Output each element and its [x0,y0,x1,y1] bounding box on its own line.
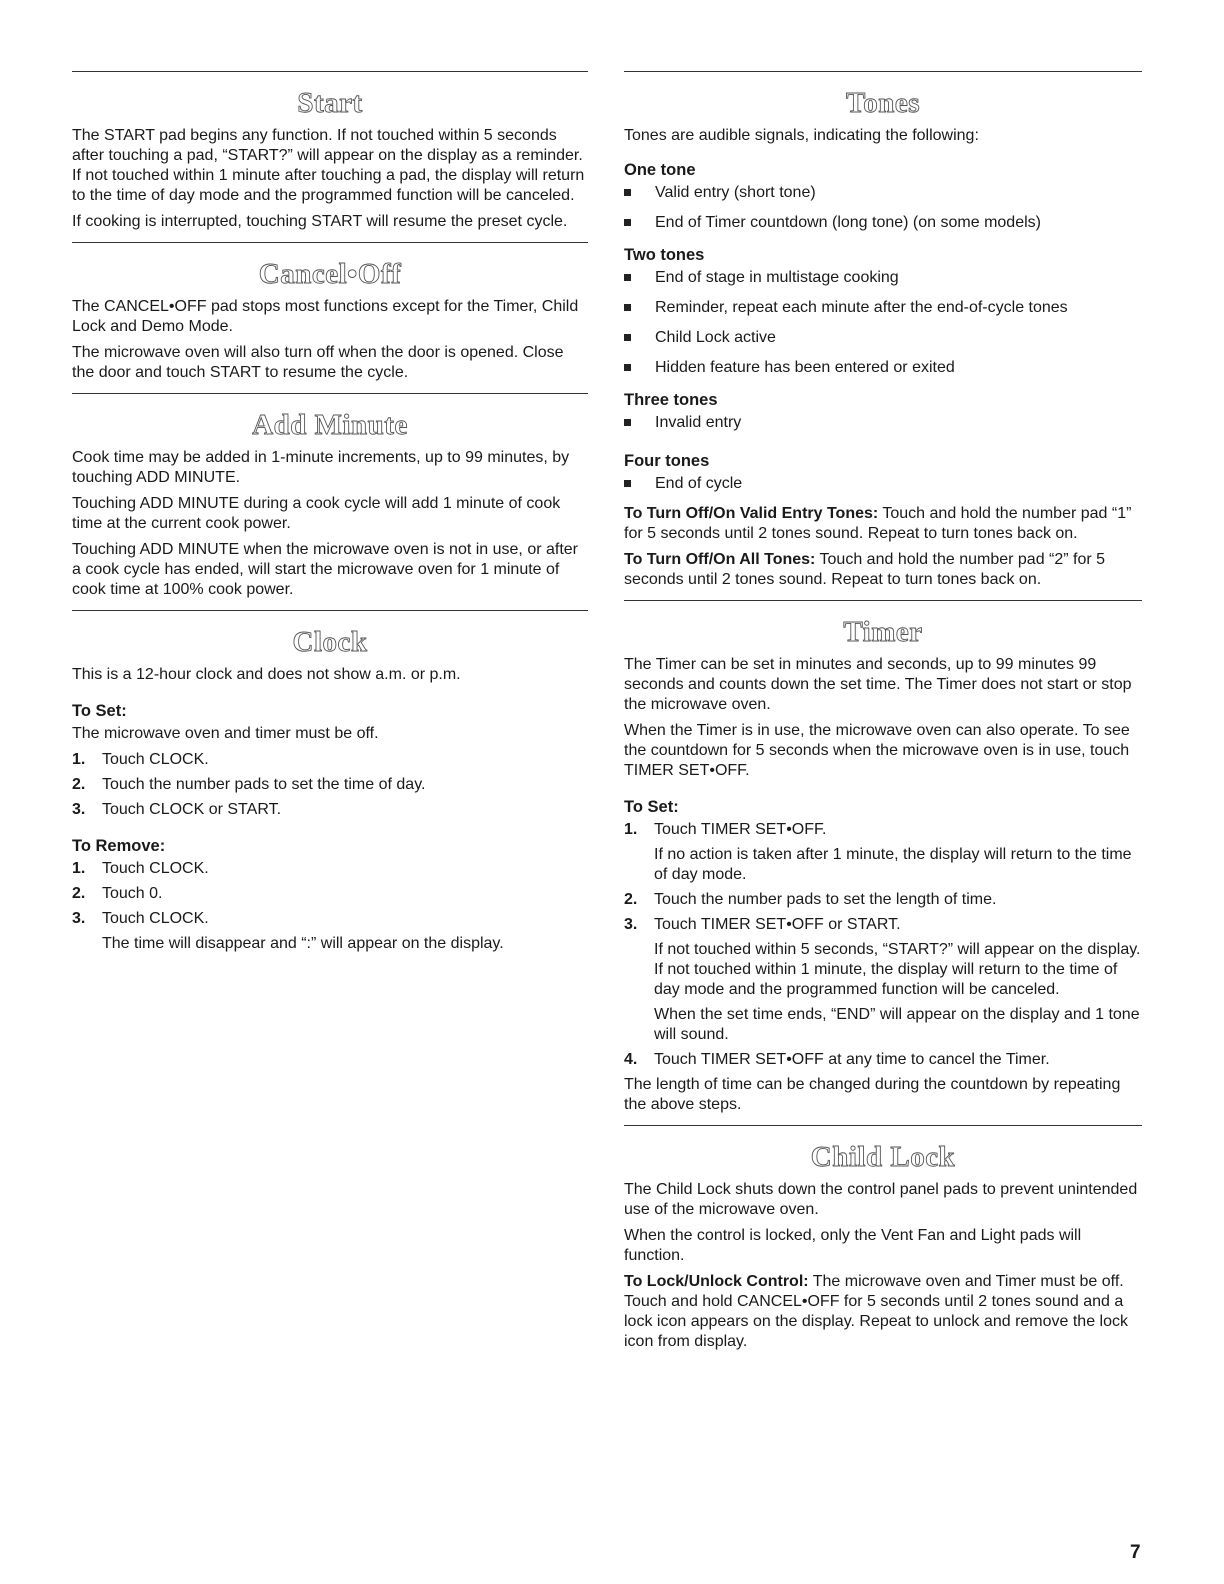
step-text: Touch CLOCK. [102,910,209,927]
list-item [72,775,588,795]
clock-paragraph: This is a 12-hour clock and does not show a.m. or p.m. [72,666,461,683]
step-text: Touch TIMER SET•OFF at any time to cancel the Timer. [654,1051,1050,1068]
list-item: Reminder, repeat each minute after the end-of-cycle tones [624,298,1142,318]
lock-unlock-text: The microwave oven and Timer must be off. Touch and hold CANCEL•OFF for 5 seconds until 2 tones sound and a lock icon appears on the display. Repeat to unlock and remove the lock icon from display. [624,1273,1128,1350]
timer-paragraph: The length of time can be changed during the countdown by repeating the above steps. [624,1076,1121,1113]
divider [72,393,588,394]
cancel-off-section [72,242,588,383]
list-item: Hidden feature has been entered or exited [624,358,1142,378]
list-item [624,820,1142,840]
all-tones-label: To Turn Off/On All Tones: [624,551,816,568]
clock-to-set-heading: To Set: [72,702,127,720]
page-number: 7 [1130,1542,1141,1563]
two-tones-list [624,268,1142,378]
all-tones-paragraph [624,550,1142,590]
step-note: When the set time ends, “END” will appear on the display and 1 tone will sound. [654,1006,1140,1043]
child-lock-paragraph: The Child Lock shuts down the control panel pads to prevent unintended use of the microwave oven. [624,1181,1138,1218]
add-minute-title: Add Minute [252,409,408,441]
clock-to-remove-heading: To Remove: [72,837,166,855]
clock-section [72,610,588,954]
timer-paragraph: When the Timer is in use, the microwave oven can also operate. To see the countdown for 5 seconds when the microwave oven is in use, touch TIMER SET•OFF. [624,722,1130,779]
timer-steps [624,820,1142,1070]
list-item [72,884,588,904]
step-number: 3. [72,801,86,818]
lock-unlock-label: To Lock/Unlock Control: [624,1273,809,1290]
start-section [72,71,588,232]
start-title: Start [297,87,363,119]
two-tones-heading: Two tones [624,246,705,264]
step-text: Touch 0. [102,885,163,902]
cancel-off-paragraph: The microwave oven will also turn off when the door is opened. Close the door and touch START to resume the cycle. [72,344,564,381]
step-text: Touch TIMER SET•OFF or START. [654,916,901,933]
step-number: 1. [72,751,86,768]
list-item [72,800,588,820]
divider [624,600,1142,601]
child-lock-title: Child Lock [810,1141,956,1173]
right-column [624,71,1142,1358]
child-lock-section [624,1125,1142,1352]
list-item [72,909,588,929]
tones-section [624,71,1142,590]
three-tones-heading: Three tones [624,391,718,409]
step-text: Touch TIMER SET•OFF. [654,821,827,838]
clock-remove-note: The time will disappear and “:” will appear on the display. [102,935,504,952]
timer-title: Timer [843,616,923,648]
list-item: Child Lock active [624,328,1142,348]
list-item [624,1050,1142,1070]
list-item [72,750,588,770]
three-tones-list [624,413,1142,433]
child-lock-paragraph: When the control is locked, only the Vent Fan and Light pads will function. [624,1227,1082,1264]
all-tones-text: Touch and hold the number pad “2” for 5 seconds until 2 tones sound. Repeat to turn tones back on. [624,551,1106,588]
lock-unlock-paragraph [624,1272,1142,1352]
clock-remove-steps [72,859,588,929]
list-item: End of cycle [624,474,1142,494]
list-item: End of Timer countdown (long tone) (on some models) [624,213,1142,233]
step-number: 3. [624,916,638,933]
list-item: Valid entry (short tone) [624,183,1142,203]
add-minute-paragraph: Touching ADD MINUTE when the microwave oven is not in use, or after a cook cycle has ended, will start the microwave oven for 1 minute of cook time at 100% cook power. [72,541,578,598]
add-minute-paragraph: Cook time may be added in 1-minute increments, up to 99 minutes, by touching ADD MINUTE. [72,449,570,486]
step-note: If not touched within 5 seconds, “START?” will appear on the display. If not touched within 1 minute, the display will return to the time of day mode and the programmed function will be canceled. [654,941,1141,998]
valid-entry-tones-paragraph [624,504,1142,544]
valid-entry-tones-label: To Turn Off/On Valid Entry Tones: [624,505,879,522]
start-paragraph: The START pad begins any function. If not touched within 5 seconds after touching a pad, “START?” will appear on the display as a reminder. If not touched within 1 minute after touching a pad, the display will return to the time of day mode and the programmed function will be canceled. [72,127,585,204]
timer-paragraph: The Timer can be set in minutes and seconds, up to 99 minutes 99 seconds and counts down the set time. The Timer does not start or stop the microwave oven. [624,656,1132,713]
four-tones-list [624,474,1142,494]
cancel-off-paragraph: The CANCEL•OFF pad stops most functions except for the Timer, Child Lock and Demo Mode. [72,298,579,335]
step-text: Touch the number pads to set the length of time. [654,891,997,908]
add-minute-section [72,393,588,600]
step-text: Touch the number pads to set the time of day. [102,776,426,793]
divider [624,71,1142,72]
divider [624,1125,1142,1126]
cancel-off-title: Cancel•Off [258,258,402,290]
divider [72,242,588,243]
tones-intro: Tones are audible signals, indicating the following: [624,127,979,144]
step-number: 3. [72,910,86,927]
step-number: 1. [624,821,638,838]
clock-title: Clock [292,626,368,658]
divider [72,71,588,72]
step-number: 2. [72,776,86,793]
divider [72,610,588,611]
add-minute-paragraph: Touching ADD MINUTE during a cook cycle will add 1 minute of cook time at the current cook power. [72,495,561,532]
valid-entry-tones-text: Touch and hold the number pad “1” for 5 seconds until 2 tones sound. Repeat to turn tones back on. [624,505,1132,542]
start-paragraph: If cooking is interrupted, touching START will resume the preset cycle. [72,213,568,230]
step-text: Touch CLOCK. [102,860,209,877]
clock-set-steps [72,750,588,820]
step-note: If no action is taken after 1 minute, the display will return to the time of day mode. [654,846,1132,883]
timer-to-set-heading: To Set: [624,798,679,816]
left-column [72,71,588,960]
list-item [624,915,1142,935]
step-number: 1. [72,860,86,877]
step-text: Touch CLOCK or START. [102,801,282,818]
step-number: 2. [72,885,86,902]
list-item [624,890,1142,910]
list-item [72,859,588,879]
clock-to-set-intro: The microwave oven and timer must be off. [72,725,379,742]
step-text: Touch CLOCK. [102,751,209,768]
list-item: Invalid entry [624,413,1142,433]
step-number: 2. [624,891,638,908]
four-tones-heading: Four tones [624,452,710,470]
one-tone-list [624,183,1142,233]
one-tone-heading: One tone [624,161,696,179]
step-number: 4. [624,1051,638,1068]
timer-section [624,600,1142,1115]
list-item: End of stage in multistage cooking [624,268,1142,288]
tones-title: Tones [846,87,920,119]
